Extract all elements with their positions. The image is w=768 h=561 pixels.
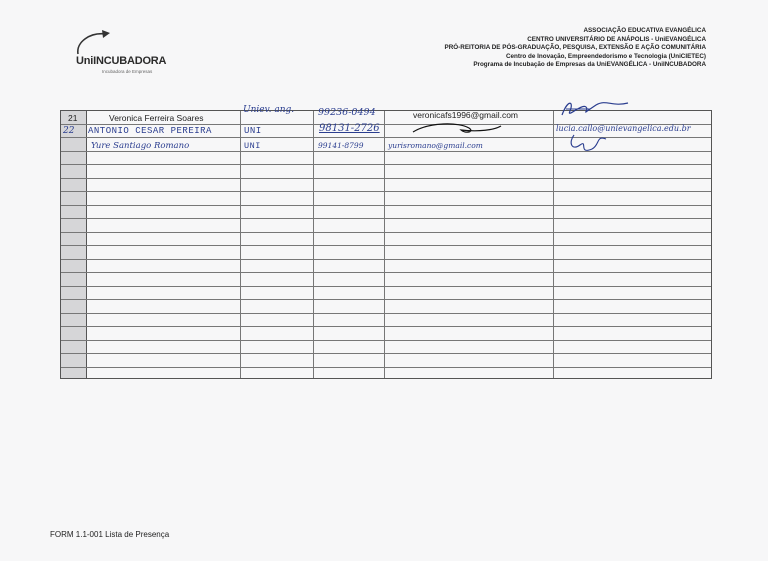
- row-divider: [61, 191, 711, 192]
- institution-header: [386, 27, 706, 70]
- row-number: 21: [68, 113, 78, 123]
- attendee-name: ANTONIO CESAR PEREIRA: [88, 126, 212, 136]
- signature-row-23: [566, 129, 616, 159]
- attendance-table: [60, 105, 712, 379]
- attendee-name: Veronica Ferreira Soares: [109, 113, 204, 123]
- attendee-phone: 98131-2726: [319, 123, 380, 134]
- attendee-institution: UNI: [244, 126, 262, 136]
- row-divider: [61, 326, 711, 327]
- form-footer-label: FORM 1.1-001 Lista de Presença: [50, 530, 170, 539]
- attendee-institution: Uniev. ang.: [243, 105, 295, 115]
- row-divider: [61, 299, 711, 300]
- signature-row-21: [556, 97, 636, 125]
- row-divider: [61, 367, 711, 368]
- attendee-extra-email: lucia.callo@unievangelica.edu.br: [556, 124, 691, 133]
- attendee-email: yurisromano@gmail.com: [388, 141, 483, 150]
- header-line-4: Centro de Inovação, Empreendedorismo e Tecnologia (UniCIETEC): [505, 52, 706, 60]
- header-line-1: ASSOCIAÇÃO EDUCATIVA EVANGÉLICA: [583, 27, 706, 34]
- attendee-phone: 99141-8799: [318, 141, 364, 150]
- logo-wordmark: UniINCUBADORA: [76, 55, 167, 67]
- header-line-3: PRÓ-REITORIA DE PÓS-GRADUAÇÃO, PESQUISA, EXTENSÃO E AÇÃO COMUNITÁRIA: [444, 44, 706, 52]
- row-divider: [61, 353, 711, 354]
- attendee-phone: 99236-0494: [318, 107, 376, 118]
- header-line-5: Programa de Incubação de Empresas da UniEVANGÉLICA - UniINCUBADORA: [473, 61, 706, 69]
- row-number: 22: [63, 126, 75, 136]
- row-divider: [61, 164, 711, 165]
- header-line-2: CENTRO UNIVERSITÁRIO DE ANÁPOLIS - UniEVANGÉLICA: [527, 35, 706, 43]
- attendee-name: Yure Santiago Romano: [91, 141, 190, 151]
- row-divider: [61, 272, 711, 273]
- row-divider: [61, 178, 711, 179]
- logo-tagline: Incubadora de Empresas: [102, 69, 153, 74]
- row-divider: [61, 205, 711, 206]
- row-divider: [61, 232, 711, 233]
- row-divider: [61, 340, 711, 341]
- logo-swoosh-icon: [72, 28, 182, 58]
- row-divider: [61, 259, 711, 260]
- signature-row-22: [409, 120, 504, 138]
- row-divider: [61, 245, 711, 246]
- row-divider: [61, 218, 711, 219]
- attendee-institution: UNI: [244, 141, 261, 151]
- row-divider: [61, 313, 711, 314]
- uniincubadora-logo: [72, 28, 182, 78]
- row-divider: [61, 286, 711, 287]
- attendee-email: veronicafs1996@gmail.com: [413, 110, 519, 120]
